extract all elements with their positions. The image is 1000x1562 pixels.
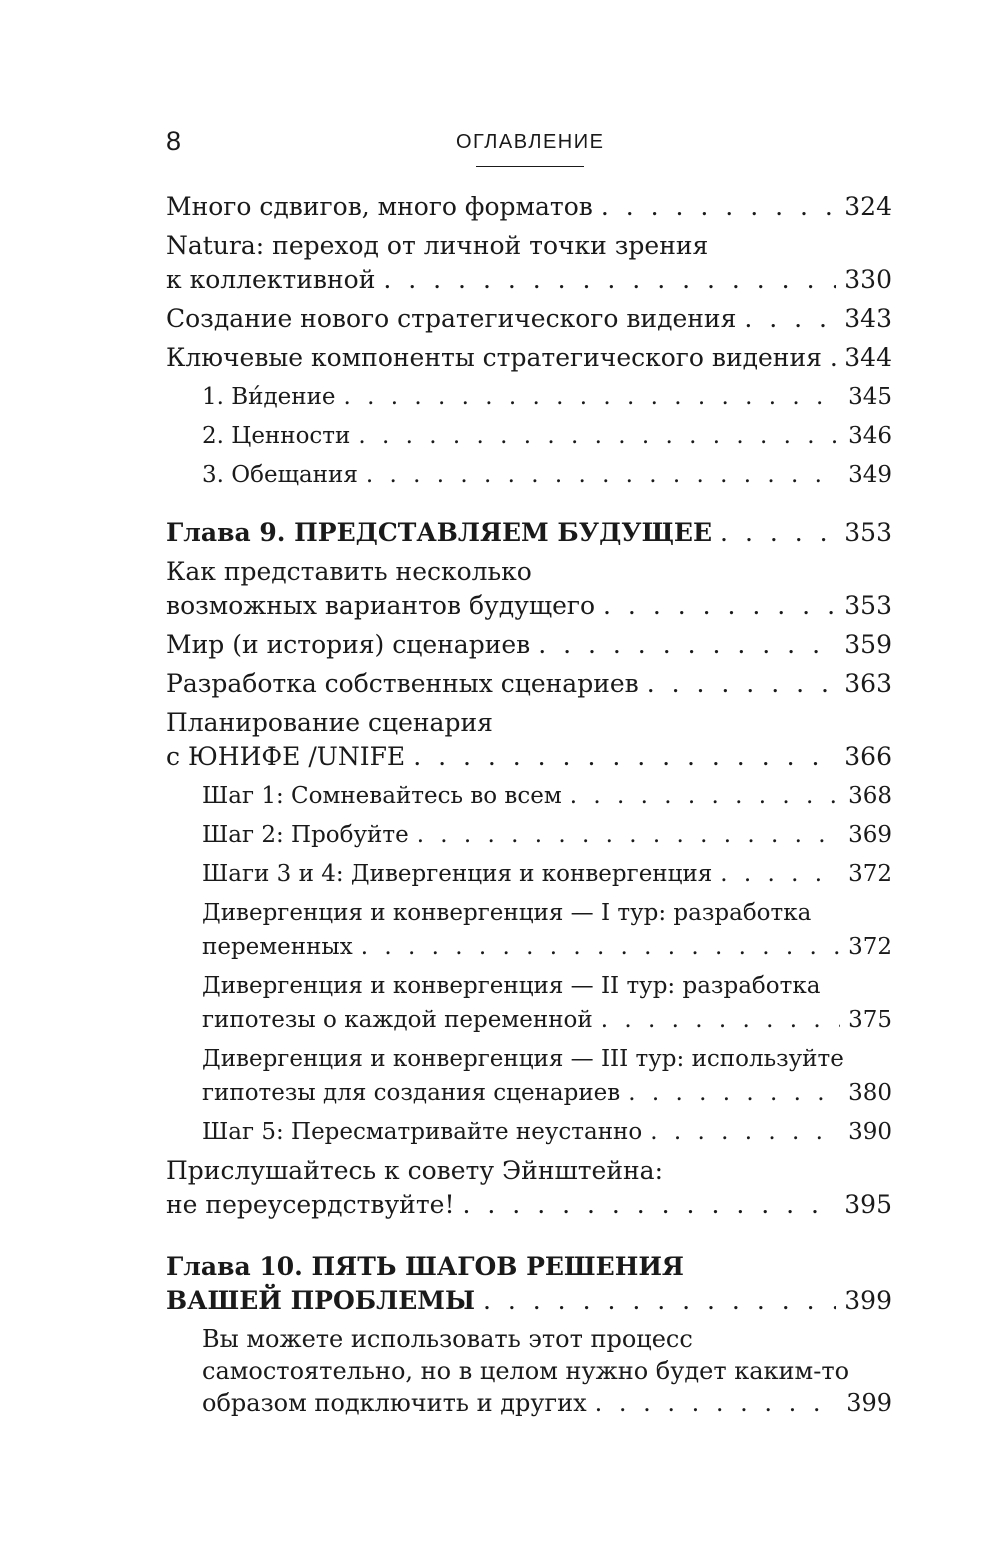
page-number: 8 [166, 126, 182, 156]
toc-page-number: 353 [844, 518, 892, 547]
toc-subentry[interactable]: Шаг 2: Пробуйте . . . 369 [166, 818, 892, 852]
toc-page-number: 345 [848, 384, 892, 410]
toc-subentry[interactable]: Шаги 3 и 4: Дивергенция и конвергенция . . . 372 [166, 857, 892, 891]
toc-subentry[interactable]: 1. Ви́дение . . . 345 [166, 380, 892, 414]
toc-page-number: 395 [844, 1190, 892, 1219]
toc-page-number: 368 [848, 783, 892, 809]
toc-page-number: 363 [844, 669, 892, 698]
toc-chapter-10[interactable]: Глава 10. ПЯТЬ ШАГОВ РЕШЕНИЯ ВАШЕЙ ПРОБЛЕМЫ . . . 399 [166, 1250, 892, 1318]
toc-page-number: 369 [848, 822, 892, 848]
toc-entry[interactable]: Ключевые компоненты стратегического видения . . . 344 [166, 341, 892, 375]
toc-entry[interactable]: Мир (и история) сценариев . . . 359 [166, 628, 892, 662]
toc-subentry[interactable]: Дивергенция и конвергенция — II тур: разработка гипотезы о каждой переменной . . . 375 [166, 969, 892, 1037]
toc-entry[interactable]: Вы можете использовать этот процесс самостоятельно, но в целом нужно будет каким-то образом подключить и других . . . 399 [166, 1323, 892, 1419]
toc-page-number: 366 [844, 742, 892, 771]
toc-entry[interactable]: Много сдвигов, много форматов . . . 324 [166, 190, 892, 224]
toc-subentry[interactable]: Дивергенция и конвергенция — III тур: используйте гипотезы для создания сценариев . . . 380 [166, 1042, 892, 1110]
toc-subentry[interactable]: Шаг 1: Сомневайтесь во всем . . . 368 [166, 779, 892, 813]
toc-page-number: 359 [844, 630, 892, 659]
running-head: ОГЛАВЛЕНИЕ [456, 131, 605, 153]
toc-subentry[interactable]: Дивергенция и конвергенция — I тур: разработка переменных . . . 372 [166, 896, 892, 964]
toc-page-number: 375 [848, 1007, 892, 1033]
toc-page-number: 372 [848, 861, 892, 887]
toc-page-number: 346 [848, 423, 892, 449]
toc-page-number: 324 [844, 192, 892, 221]
toc-page-number: 330 [844, 265, 892, 294]
toc-entry[interactable]: Natura: переход от личной точки зрения к коллективной . . . 330 [166, 229, 892, 297]
toc-entry[interactable]: Прислушайтесь к совету Эйнштейна: не переусердствуйте! . . . 395 [166, 1154, 892, 1222]
toc-page-number: 372 [848, 934, 892, 960]
toc-page-number: 399 [846, 1389, 892, 1417]
toc-page-number: 349 [848, 462, 892, 488]
toc-page-number: 344 [844, 343, 892, 372]
toc-entry[interactable]: Планирование сценария с ЮНИФЕ /UNIFE . . . 366 [166, 706, 892, 774]
toc-page-number: 380 [848, 1080, 892, 1106]
toc-chapter-9[interactable]: Глава 9. ПРЕДСТАВЛЯЕМ БУДУЩЕЕ . . . 353 [166, 516, 892, 550]
header-rule [476, 166, 584, 167]
toc-entry[interactable]: Создание нового стратегического видения . . . 343 [166, 302, 892, 336]
toc-subentry[interactable]: Шаг 5: Пересматривайте неустанно . . . 390 [166, 1115, 892, 1149]
toc-page-number: 390 [848, 1119, 892, 1145]
toc-entry[interactable]: Как представить несколько возможных вариантов будущего . . . 353 [166, 555, 892, 623]
toc-page-number: 343 [844, 304, 892, 333]
table-of-contents [166, 190, 892, 1424]
toc-subentry[interactable]: 2. Ценности . . . 346 [166, 419, 892, 453]
toc-page-number: 399 [844, 1286, 892, 1315]
toc-page-number: 353 [844, 591, 892, 620]
toc-subentry[interactable]: 3. Обещания . . . 349 [166, 458, 892, 492]
toc-entry[interactable]: Разработка собственных сценариев . . . 363 [166, 667, 892, 701]
